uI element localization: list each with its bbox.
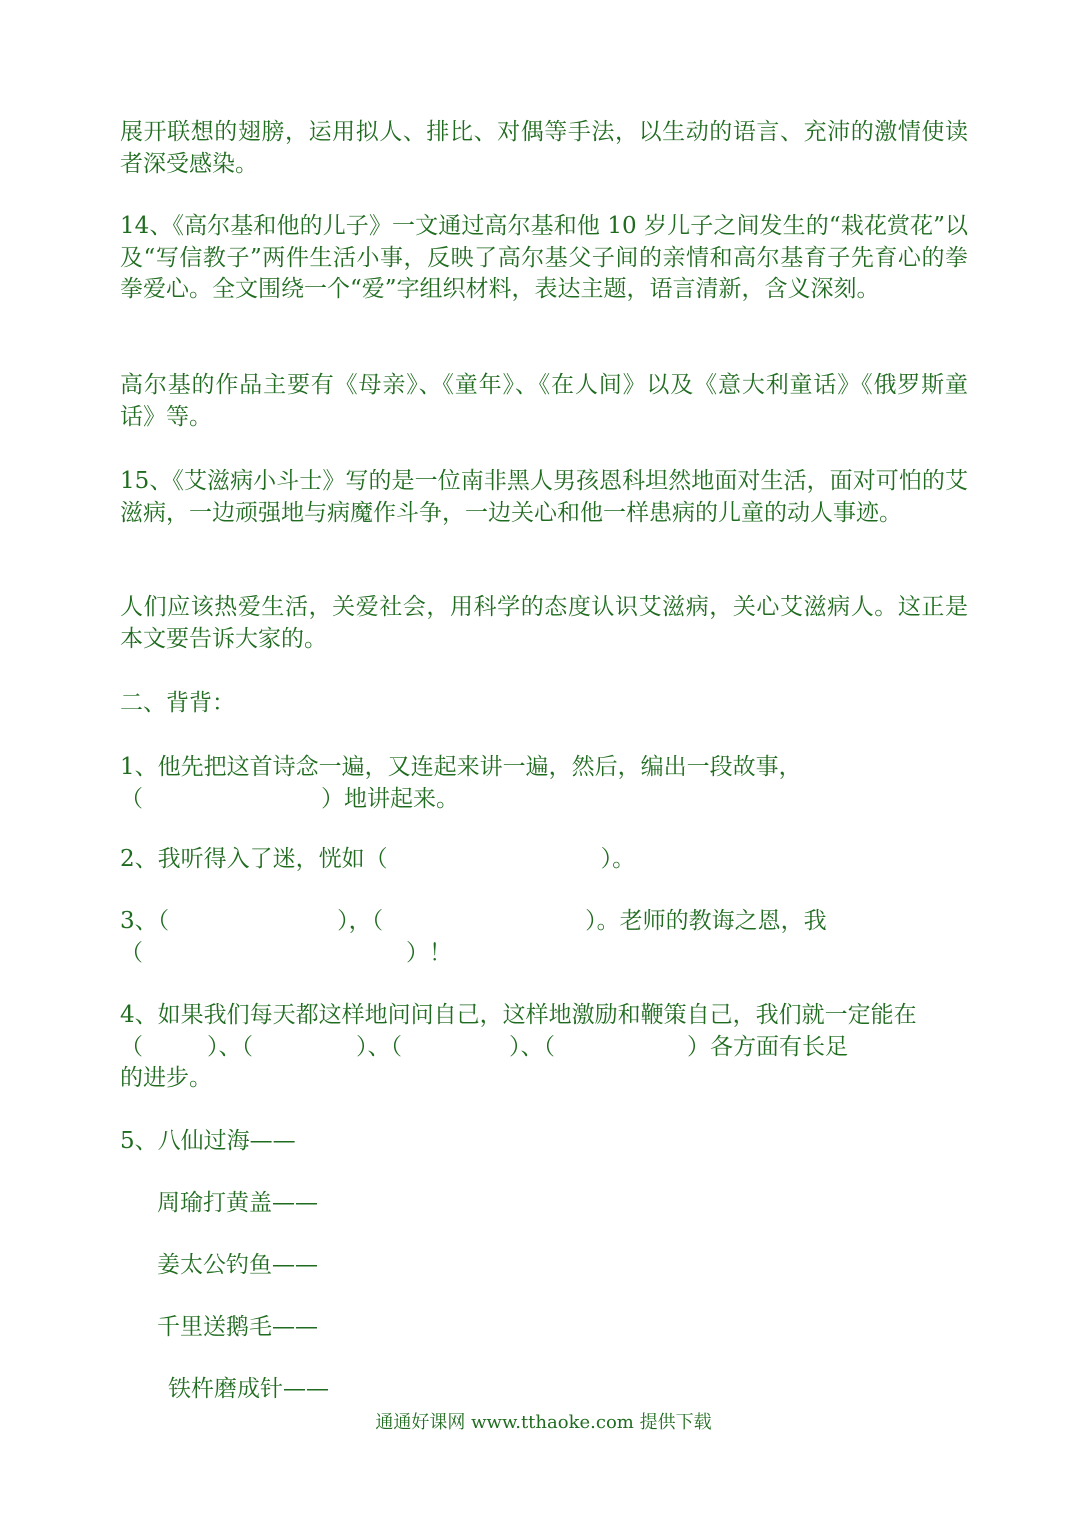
idiom-iron-pestle: 铁杵磨成针—— xyxy=(168,1376,329,1402)
question-3-middle: ），（ xyxy=(337,908,384,934)
question-4-line3: 的进步。 xyxy=(120,1065,212,1091)
question-1-blank-close: ）地讲起来。 xyxy=(321,785,459,812)
question-3-start: 3、（ xyxy=(120,908,170,934)
question-4-line2-end: ）各方面有长足 xyxy=(687,1033,848,1060)
question-4-separator-2: ）、（ xyxy=(356,1033,402,1060)
question-3-blank-close: ）！ xyxy=(406,939,452,966)
question-2-blank-close: ）。 xyxy=(600,846,636,872)
question-4-separator-3: ）、（ xyxy=(509,1033,555,1060)
question-1 xyxy=(120,752,968,815)
question-2 xyxy=(120,844,968,876)
footer-credit: 通通好课网 www.tthaoke.com 提供下载 xyxy=(375,1412,712,1433)
paragraph-item-15: 15、《艾滋病小斗士》写的是一位南非黑人男孩恩科坦然地面对生活，面对可怕的艾滋病，一边顽强地与病魔作斗争，一边关心和他一样患病的儿童的动人事迹。 xyxy=(120,468,968,526)
idiom-zhouyu: 周瑜打黄盖—— xyxy=(157,1190,318,1216)
question-1-blank-open: （ xyxy=(120,785,143,812)
question-1-line1: 1、他先把这首诗念一遍，又连起来讲一遍，然后，编出一段故事， xyxy=(120,754,802,780)
paragraph-item-14: 14、《高尔基和他的儿子》一文通过高尔基和他 10 岁儿子之间发生的“栽花赏花”以及“写信教子”两件生活小事，反映了高尔基父子间的亲情和高尔基育子先育心的拳拳爱心。全文围绕一个“爱”字组织材料，表达主题，语言清新，含义深刻。 xyxy=(120,213,968,302)
idiom-jiangtaigong: 姜太公钓鱼—— xyxy=(157,1252,318,1278)
idiom-goose-feather: 千里送鹅毛—— xyxy=(157,1314,318,1340)
question-1-line2 xyxy=(120,784,968,816)
paragraph-aids-message: 人们应该热爱生活，关爱社会，用科学的态度认识艾滋病，关心艾滋病人。这正是本文要告诉大家的。 xyxy=(120,594,968,652)
section-heading-recite: 二、背背： xyxy=(120,690,235,716)
question-4 xyxy=(120,1000,968,1095)
question-4-separator-1: ）、（ xyxy=(207,1033,253,1060)
question-4-line1: 4、如果我们每天都这样地问问自己，这样地激励和鞭策自己，我们就一定能在 xyxy=(120,1002,917,1028)
paragraph-rhetoric: 展开联想的翅膀，运用拟人、排比、对偶等手法，以生动的语言、充沛的激情使读者深受感染。 xyxy=(120,119,968,177)
question-5: 5、八仙过海—— xyxy=(120,1128,296,1154)
question-4-blank1-open: （ xyxy=(120,1033,143,1060)
question-2-text: 2、我听得入了迷，恍如（ xyxy=(120,846,388,872)
question-3-end: ）。老师的教诲之恩，我 xyxy=(585,908,827,934)
paragraph-gorky-works: 高尔基的作品主要有《母亲》、《童年》、《在人间》以及《意大利童话》《俄罗斯童话》等。 xyxy=(120,372,968,430)
question-4-line2 xyxy=(120,1032,968,1064)
question-3 xyxy=(120,906,968,969)
question-3-blank-open: （ xyxy=(120,939,143,966)
